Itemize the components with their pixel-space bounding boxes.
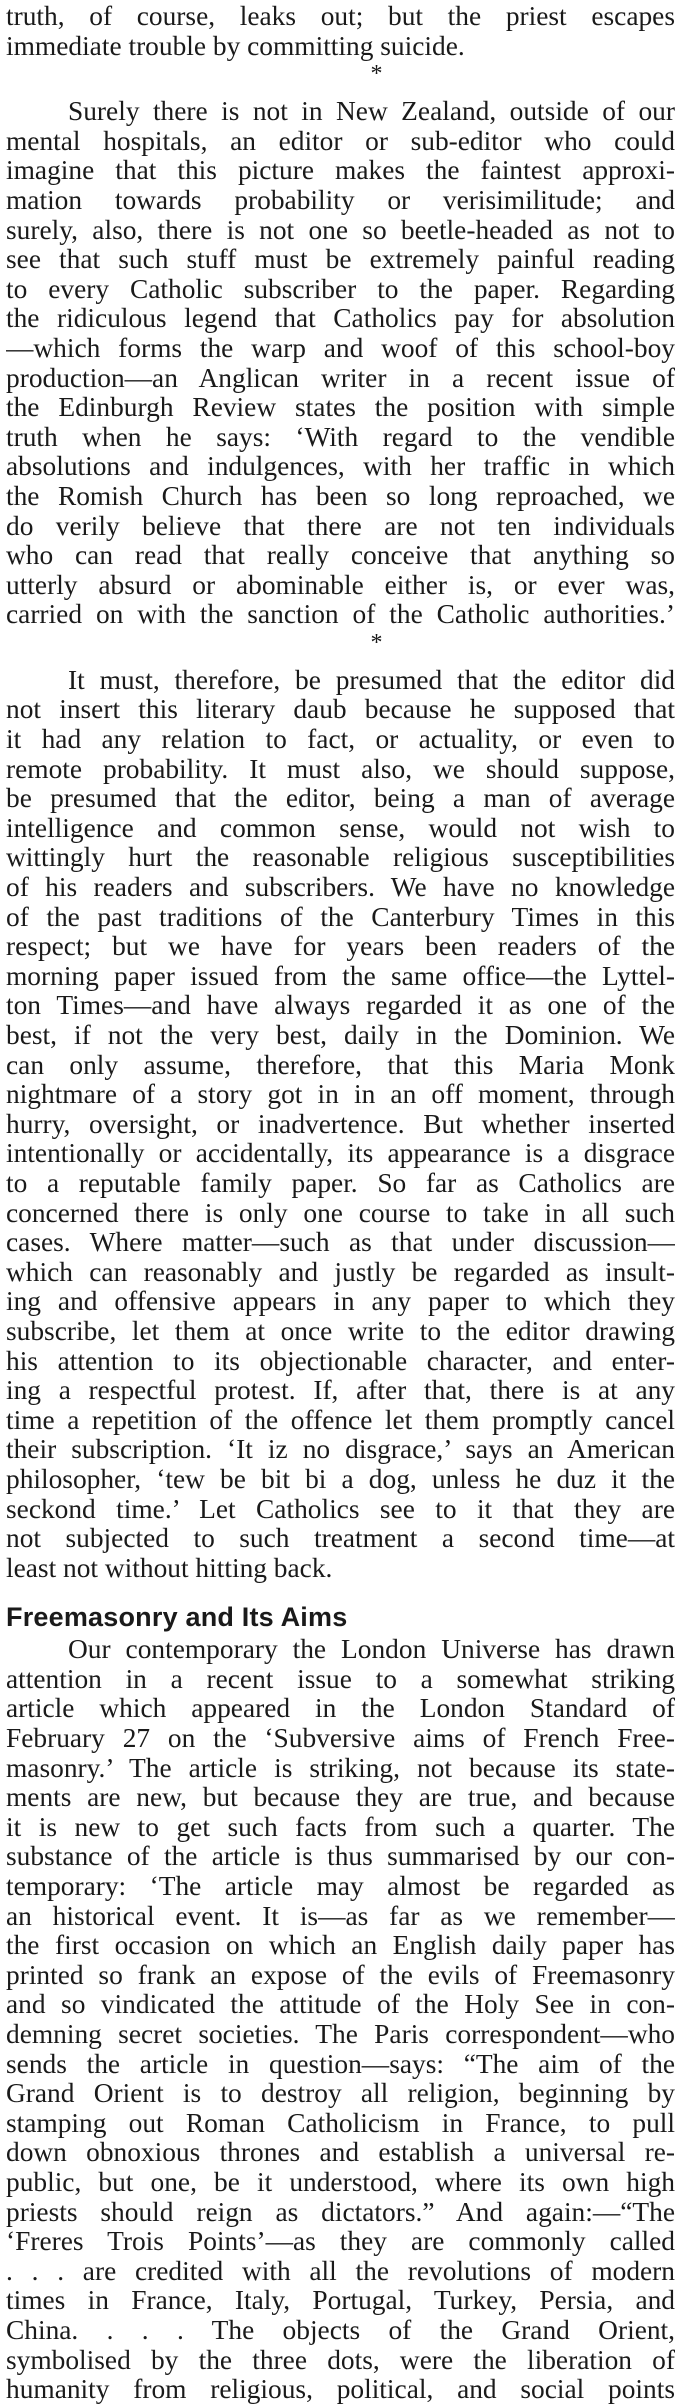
text-line: of the past traditions of the Canterbury Times in this — [6, 902, 675, 932]
text-line: respect; but we have for years been readers of the — [6, 932, 675, 962]
paragraph-surely — [6, 97, 675, 630]
text-line: masonry.’ The article is striking, not because its state- — [6, 1753, 675, 1783]
text-line: and so vindicated the attitude of the Holy See in con- — [6, 1990, 675, 2020]
text-line: see that such stuff must be extremely painful reading — [6, 245, 675, 275]
text-line: It must, therefore, be presumed that the editor did — [68, 665, 675, 695]
text-line: least not without hitting back. — [6, 1553, 333, 1583]
text-line: concerned there is only one course to take in all such — [6, 1198, 675, 1228]
text-line: truth, of course, leaks out; but the priest escapes — [6, 2, 675, 31]
text-line: time a repetition of the offence let them promptly cancel — [6, 1405, 675, 1435]
text-line: China. . . . The objects of the Grand Orient, — [6, 2315, 675, 2345]
text-line: ing a respectful protest. If, after that, there is at any — [6, 1376, 675, 1406]
text-line: to every Catholic subscriber to the paper. Regarding — [6, 274, 675, 304]
text-line: printed so frank an expose of the evils of Freemasonry — [6, 1960, 675, 1990]
text-line: temporary: ‘The article may almost be regarded as — [6, 1872, 675, 1902]
text-line: not insert this literary daub because he supposed that — [6, 695, 675, 725]
text-line: of his readers and subscribers. We have no knowledge — [6, 873, 675, 903]
text-line: stamping out Roman Catholicism in France, to pull — [6, 2108, 675, 2138]
text-line: times in France, Italy, Portugal, Turkey, Persia, and — [6, 2286, 675, 2316]
text-line: production—an Anglican writer in a recent issue of — [6, 363, 675, 393]
text-line: carried on with the sanction of the Catholic authorities.’ — [6, 600, 675, 630]
text-line: down obnoxious thrones and establish a universal re- — [6, 2138, 675, 2168]
text-line: his attention to its objectionable character, and enter- — [6, 1346, 675, 1376]
text-line: seckond time.’ Let Catholics see to it that they are — [6, 1494, 675, 1524]
text-line: wittingly hurt the reasonable religious susceptibilities — [6, 843, 675, 873]
text-line: remote probability. It must also, we should suppose, — [6, 754, 675, 784]
text-line: not subjected to such treatment a second time—at — [6, 1524, 675, 1554]
text-line: humanity from religious, political, and social points — [6, 2375, 675, 2405]
text-line: immediate trouble by committing suicide. — [6, 31, 465, 61]
text-line: subscribe, let them at once write to the editor drawing — [6, 1316, 675, 1346]
text-line: the ridiculous legend that Catholics pay for absolution — [6, 304, 675, 334]
paragraph-continued — [6, 2, 675, 61]
section-heading: Freemasonry and Its Aims — [6, 1602, 348, 1633]
text-line: surely, also, there is not one so beetle-headed as not to — [6, 215, 675, 245]
text-line: substance of the article is thus summarised by our con- — [6, 1842, 675, 1872]
text-line: absolutions and indulgences, with her traffic in which — [6, 452, 675, 482]
text-line: ton Times—and have always regarded it as one of the — [6, 991, 675, 1021]
text-line: their subscription. ‘It iz no disgrace,’ says an American — [6, 1435, 675, 1465]
text-line: demning secret societies. The Paris correspondent—who — [6, 2020, 675, 2049]
text-line: nightmare of a story got in in an off moment, through — [6, 1080, 675, 1110]
text-line: hurry, oversight, or inadvertence. But whether inserted — [6, 1109, 675, 1139]
text-line: article which appeared in the London Standard of — [6, 1694, 675, 1724]
section-separator: * — [370, 61, 383, 88]
text-line: can only assume, therefore, that this Maria Monk — [6, 1050, 675, 1080]
text-line: . . . are credited with all the revolutions of modern — [6, 2256, 675, 2286]
text-line: Our contemporary the London Universe has drawn — [68, 1635, 675, 1665]
paragraph-presumed — [6, 666, 675, 1583]
text-line: ing and offensive appears in any paper to which they — [6, 1287, 675, 1317]
text-line: ‘Freres Trois Points’—as they are commonly called — [6, 2227, 675, 2257]
text-line: the Edinburgh Review states the position with simple — [6, 393, 675, 423]
text-line: to a reputable family paper. So far as Catholics are — [6, 1168, 675, 1198]
text-line: sends the article in question—says: “The aim of the — [6, 2049, 675, 2079]
text-line: it had any relation to fact, or actuality, or even to — [6, 725, 675, 755]
text-line: intelligence and common sense, would not wish to — [6, 813, 675, 843]
text-line: attention in a recent issue to a somewhat striking — [6, 1664, 675, 1694]
text-line: ments are new, but because they are true, and because — [6, 1783, 675, 1813]
text-line: utterly absurd or abominable either is, or ever was, — [6, 570, 675, 600]
text-line: intentionally or accidentally, its appearance is a disgrace — [6, 1139, 675, 1169]
text-line: symbolised by the three dots, were the liberation of — [6, 2345, 675, 2375]
section-separator: * — [370, 629, 383, 656]
text-line: mation towards probability or verisimilitude; and — [6, 185, 675, 215]
text-line: who can read that really conceive that anything so — [6, 541, 675, 571]
text-line: imagine that this picture makes the faintest approxi- — [6, 156, 675, 186]
text-line: morning paper issued from the same office—the Lyttel- — [6, 961, 675, 991]
text-line: the Romish Church has been so long reproached, we — [6, 481, 675, 511]
paragraph-freemasonry — [6, 1635, 675, 2404]
text-line: truth when he says: ‘With regard to the vendible — [6, 422, 675, 452]
text-line: be presumed that the editor, being a man of average — [6, 784, 675, 814]
text-line: public, but one, be it understood, where its own high — [6, 2167, 675, 2197]
text-line: which can reasonably and justly be regarded as insult- — [6, 1257, 675, 1287]
text-line: it is new to get such facts from such a quarter. The — [6, 1812, 675, 1842]
text-line: Grand Orient is to destroy all religion, beginning by — [6, 2079, 675, 2109]
article-column — [6, 2, 675, 2405]
text-line: mental hospitals, an editor or sub-editor who could — [6, 126, 675, 156]
text-line: —which forms the warp and woof of this school-boy — [6, 333, 675, 363]
text-line: philosopher, ‘tew be bit bi a dog, unless he duz it the — [6, 1464, 675, 1494]
text-line: the first occasion on which an English daily paper has — [6, 1931, 675, 1961]
text-line: priests should reign as dictators.” And again:—“The — [6, 2197, 675, 2227]
text-line: do verily believe that there are not ten individuals — [6, 511, 675, 541]
text-line: best, if not the very best, daily in the Dominion. We — [6, 1021, 675, 1050]
text-line: February 27 on the ‘Subversive aims of French Free- — [6, 1724, 675, 1754]
text-line: cases. Where matter—such as that under discussion— — [6, 1228, 675, 1258]
text-line: an historical event. It is—as far as we remember— — [6, 1901, 675, 1931]
text-line: Surely there is not in New Zealand, outside of our — [68, 97, 675, 127]
